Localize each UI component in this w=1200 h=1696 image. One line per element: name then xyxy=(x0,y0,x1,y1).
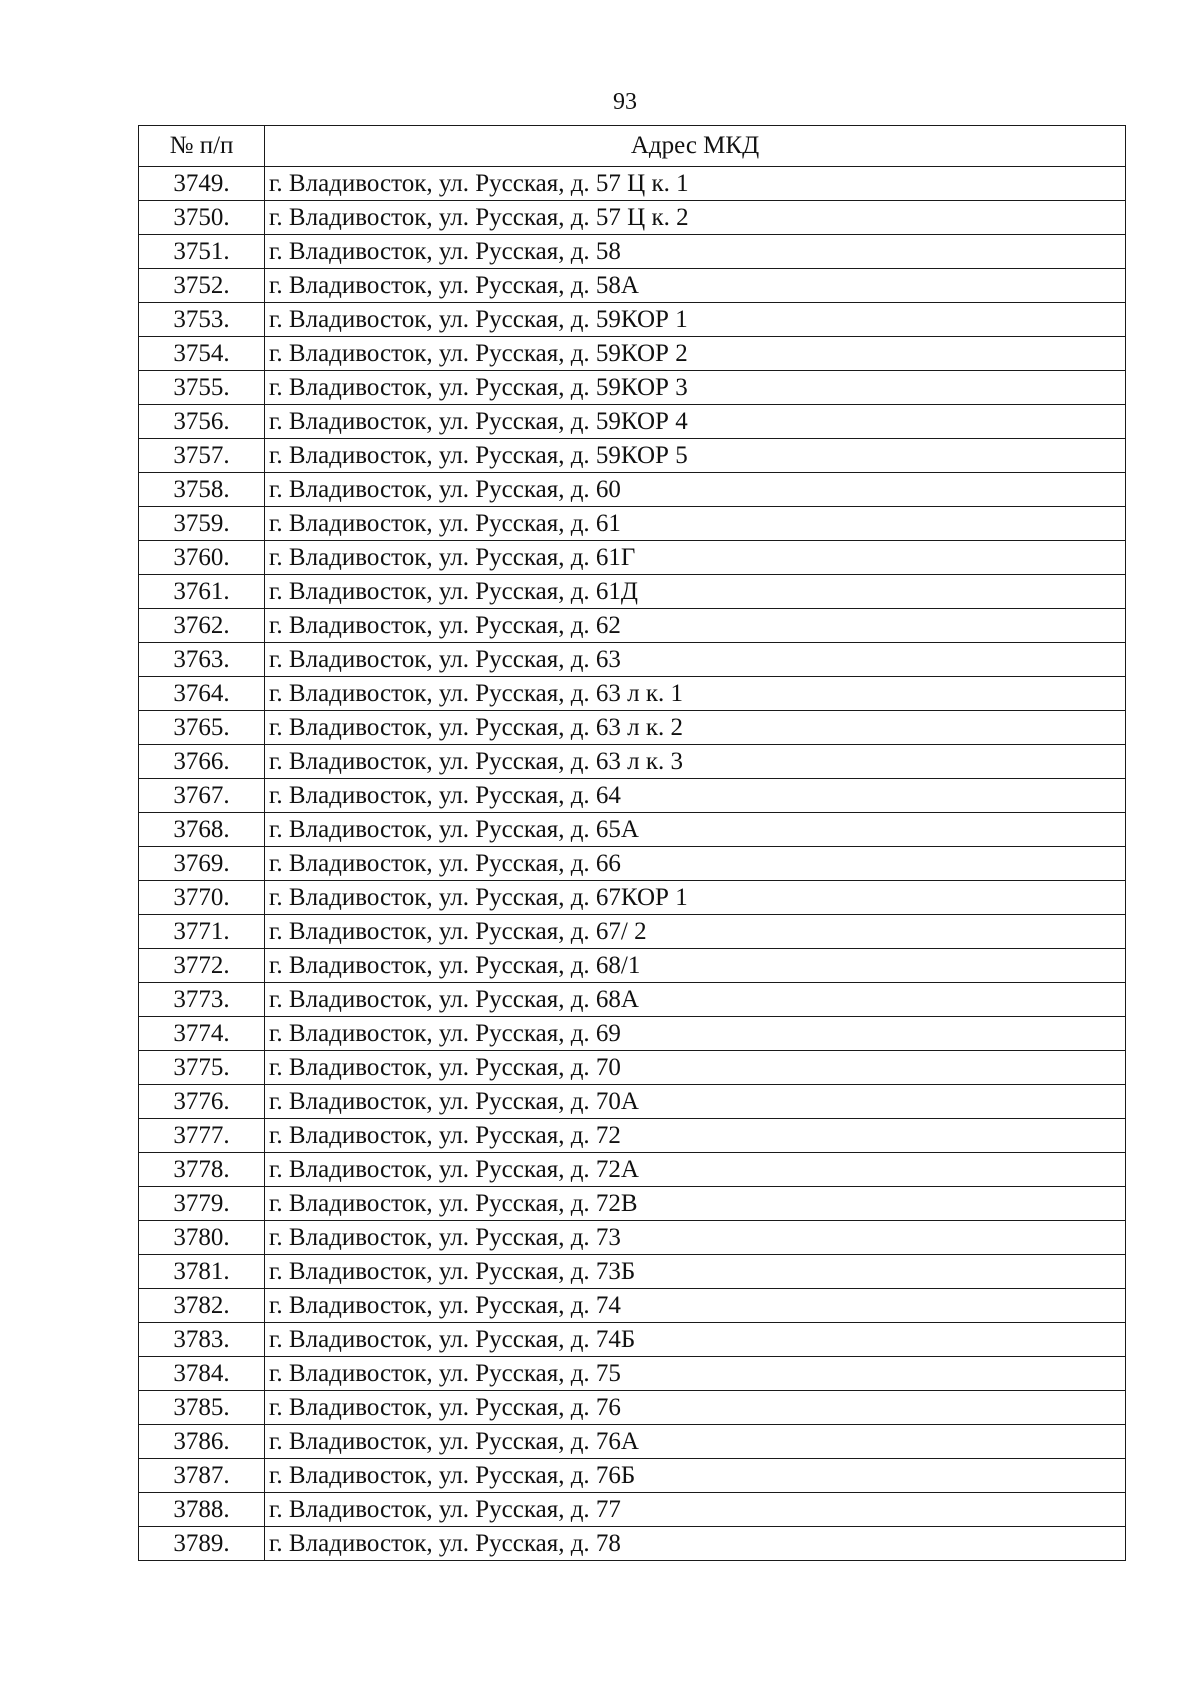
table-row xyxy=(139,303,1126,337)
address-cell: г. Владивосток, ул. Русская, д. 70А xyxy=(265,1085,1126,1119)
row-number-cell: 3761. xyxy=(139,575,265,609)
row-number-cell: 3770. xyxy=(139,881,265,915)
table-row xyxy=(139,1323,1126,1357)
column-header-address: Адрес МКД xyxy=(265,126,1126,167)
address-cell: г. Владивосток, ул. Русская, д. 69 xyxy=(265,1017,1126,1051)
table-row xyxy=(139,1119,1126,1153)
table-row xyxy=(139,813,1126,847)
row-number-cell: 3771. xyxy=(139,915,265,949)
address-cell: г. Владивосток, ул. Русская, д. 73Б xyxy=(265,1255,1126,1289)
address-cell: г. Владивосток, ул. Русская, д. 76 xyxy=(265,1391,1126,1425)
row-number-cell: 3787. xyxy=(139,1459,265,1493)
table-row xyxy=(139,643,1126,677)
row-number-cell: 3760. xyxy=(139,541,265,575)
address-cell: г. Владивосток, ул. Русская, д. 65А xyxy=(265,813,1126,847)
address-cell: г. Владивосток, ул. Русская, д. 66 xyxy=(265,847,1126,881)
address-cell: г. Владивосток, ул. Русская, д. 60 xyxy=(265,473,1126,507)
table-row xyxy=(139,1391,1126,1425)
address-cell: г. Владивосток, ул. Русская, д. 59КОР 2 xyxy=(265,337,1126,371)
row-number-cell: 3763. xyxy=(139,643,265,677)
page-number: 93 xyxy=(613,89,637,115)
table-row xyxy=(139,881,1126,915)
row-number-cell: 3786. xyxy=(139,1425,265,1459)
address-cell: г. Владивосток, ул. Русская, д. 72А xyxy=(265,1153,1126,1187)
address-cell: г. Владивосток, ул. Русская, д. 67/ 2 xyxy=(265,915,1126,949)
address-cell: г. Владивосток, ул. Русская, д. 59КОР 5 xyxy=(265,439,1126,473)
table-row xyxy=(139,337,1126,371)
address-cell: г. Владивосток, ул. Русская, д. 74 xyxy=(265,1289,1126,1323)
row-number-cell: 3788. xyxy=(139,1493,265,1527)
address-cell: г. Владивосток, ул. Русская, д. 63 л к. 3 xyxy=(265,745,1126,779)
row-number-cell: 3776. xyxy=(139,1085,265,1119)
table-row xyxy=(139,1255,1126,1289)
row-number-cell: 3759. xyxy=(139,507,265,541)
table-body xyxy=(139,167,1126,1561)
table-row xyxy=(139,507,1126,541)
row-number-cell: 3769. xyxy=(139,847,265,881)
row-number-cell: 3755. xyxy=(139,371,265,405)
row-number-cell: 3775. xyxy=(139,1051,265,1085)
table-row xyxy=(139,1357,1126,1391)
address-cell: г. Владивосток, ул. Русская, д. 61Г xyxy=(265,541,1126,575)
address-cell: г. Владивосток, ул. Русская, д. 57 Ц к. 1 xyxy=(265,167,1126,201)
address-cell: г. Владивосток, ул. Русская, д. 77 xyxy=(265,1493,1126,1527)
row-number-cell: 3766. xyxy=(139,745,265,779)
table-row xyxy=(139,1017,1126,1051)
address-cell: г. Владивосток, ул. Русская, д. 74Б xyxy=(265,1323,1126,1357)
address-cell: г. Владивосток, ул. Русская, д. 75 xyxy=(265,1357,1126,1391)
row-number-cell: 3764. xyxy=(139,677,265,711)
table-row xyxy=(139,575,1126,609)
table-row xyxy=(139,949,1126,983)
table-row xyxy=(139,779,1126,813)
address-cell: г. Владивосток, ул. Русская, д. 76А xyxy=(265,1425,1126,1459)
row-number-cell: 3756. xyxy=(139,405,265,439)
row-number-cell: 3784. xyxy=(139,1357,265,1391)
row-number-cell: 3773. xyxy=(139,983,265,1017)
address-cell: г. Владивосток, ул. Русская, д. 68/1 xyxy=(265,949,1126,983)
table-row xyxy=(139,473,1126,507)
table-row xyxy=(139,677,1126,711)
address-cell: г. Владивосток, ул. Русская, д. 70 xyxy=(265,1051,1126,1085)
address-cell: г. Владивосток, ул. Русская, д. 58А xyxy=(265,269,1126,303)
row-number-cell: 3772. xyxy=(139,949,265,983)
address-cell: г. Владивосток, ул. Русская, д. 72 xyxy=(265,1119,1126,1153)
row-number-cell: 3777. xyxy=(139,1119,265,1153)
address-cell: г. Владивосток, ул. Русская, д. 58 xyxy=(265,235,1126,269)
table-row xyxy=(139,1085,1126,1119)
address-cell: г. Владивосток, ул. Русская, д. 63 xyxy=(265,643,1126,677)
table-row xyxy=(139,235,1126,269)
row-number-cell: 3781. xyxy=(139,1255,265,1289)
table-row xyxy=(139,983,1126,1017)
table-row xyxy=(139,1221,1126,1255)
table-row xyxy=(139,847,1126,881)
address-cell: г. Владивосток, ул. Русская, д. 62 xyxy=(265,609,1126,643)
table-header-row xyxy=(139,126,1126,167)
table-row xyxy=(139,915,1126,949)
row-number-cell: 3789. xyxy=(139,1527,265,1561)
table-row xyxy=(139,1289,1126,1323)
table-row xyxy=(139,609,1126,643)
address-cell: г. Владивосток, ул. Русская, д. 61Д xyxy=(265,575,1126,609)
address-cell: г. Владивосток, ул. Русская, д. 57 Ц к. 2 xyxy=(265,201,1126,235)
table-row xyxy=(139,541,1126,575)
address-cell: г. Владивосток, ул. Русская, д. 64 xyxy=(265,779,1126,813)
address-cell: г. Владивосток, ул. Русская, д. 78 xyxy=(265,1527,1126,1561)
address-table xyxy=(138,125,1126,1561)
row-number-cell: 3762. xyxy=(139,609,265,643)
address-cell: г. Владивосток, ул. Русская, д. 72В xyxy=(265,1187,1126,1221)
column-header-num: № п/п xyxy=(139,126,265,167)
table-row xyxy=(139,439,1126,473)
table-row xyxy=(139,1459,1126,1493)
address-cell: г. Владивосток, ул. Русская, д. 61 xyxy=(265,507,1126,541)
table-row xyxy=(139,371,1126,405)
row-number-cell: 3767. xyxy=(139,779,265,813)
address-cell: г. Владивосток, ул. Русская, д. 73 xyxy=(265,1221,1126,1255)
row-number-cell: 3753. xyxy=(139,303,265,337)
table-row xyxy=(139,1527,1126,1561)
address-cell: г. Владивосток, ул. Русская, д. 59КОР 4 xyxy=(265,405,1126,439)
address-cell: г. Владивосток, ул. Русская, д. 63 л к. 1 xyxy=(265,677,1126,711)
row-number-cell: 3758. xyxy=(139,473,265,507)
row-number-cell: 3778. xyxy=(139,1153,265,1187)
table-row xyxy=(139,167,1126,201)
row-number-cell: 3752. xyxy=(139,269,265,303)
table-row xyxy=(139,1425,1126,1459)
table-row xyxy=(139,1187,1126,1221)
row-number-cell: 3768. xyxy=(139,813,265,847)
address-cell: г. Владивосток, ул. Русская, д. 59КОР 3 xyxy=(265,371,1126,405)
table-row xyxy=(139,711,1126,745)
row-number-cell: 3751. xyxy=(139,235,265,269)
row-number-cell: 3780. xyxy=(139,1221,265,1255)
row-number-cell: 3785. xyxy=(139,1391,265,1425)
row-number-cell: 3779. xyxy=(139,1187,265,1221)
table-row xyxy=(139,405,1126,439)
table-row xyxy=(139,1051,1126,1085)
row-number-cell: 3765. xyxy=(139,711,265,745)
row-number-cell: 3749. xyxy=(139,167,265,201)
table-row xyxy=(139,1153,1126,1187)
address-cell: г. Владивосток, ул. Русская, д. 59КОР 1 xyxy=(265,303,1126,337)
address-cell: г. Владивосток, ул. Русская, д. 76Б xyxy=(265,1459,1126,1493)
table-row xyxy=(139,269,1126,303)
table-row xyxy=(139,745,1126,779)
row-number-cell: 3774. xyxy=(139,1017,265,1051)
row-number-cell: 3783. xyxy=(139,1323,265,1357)
row-number-cell: 3782. xyxy=(139,1289,265,1323)
address-cell: г. Владивосток, ул. Русская, д. 67КОР 1 xyxy=(265,881,1126,915)
row-number-cell: 3750. xyxy=(139,201,265,235)
row-number-cell: 3754. xyxy=(139,337,265,371)
row-number-cell: 3757. xyxy=(139,439,265,473)
table-row xyxy=(139,1493,1126,1527)
address-cell: г. Владивосток, ул. Русская, д. 68А xyxy=(265,983,1126,1017)
table-row xyxy=(139,201,1126,235)
address-cell: г. Владивосток, ул. Русская, д. 63 л к. 2 xyxy=(265,711,1126,745)
